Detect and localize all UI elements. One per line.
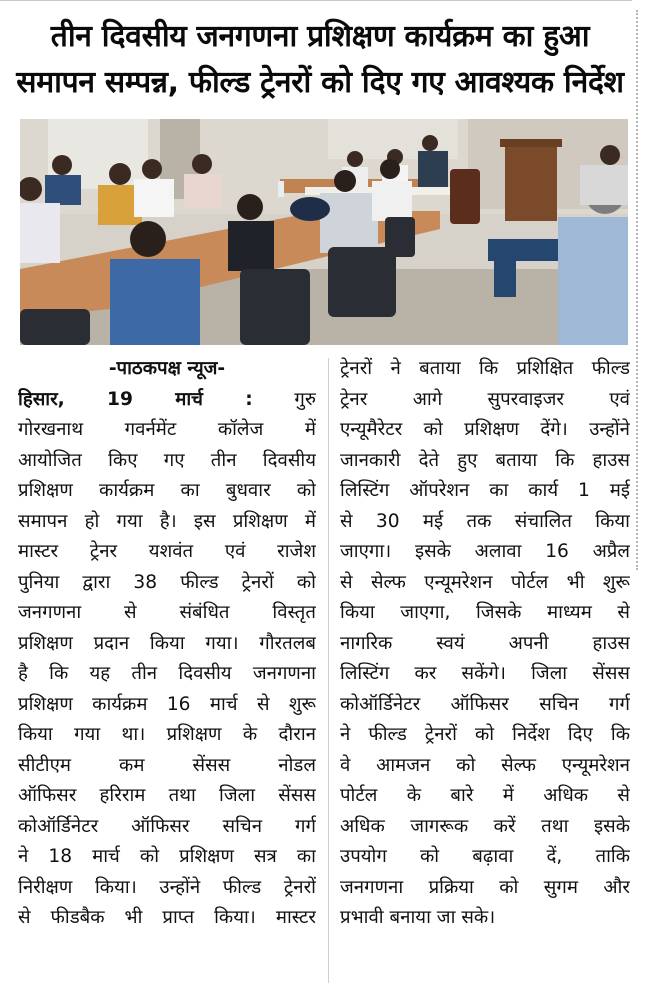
- body-line: प्रशिक्षण कार्यक्रम 16 मार्च से शुरू: [18, 693, 316, 715]
- body-line: अधिक जागरूक करें तथा इसके: [340, 815, 630, 837]
- body-line: समापन हो गया है। इस प्रशिक्षण में: [18, 510, 316, 532]
- body-line: ट्रेनरों ने बताया कि प्रशिक्षित फील्ड: [340, 358, 630, 379]
- left-column: [18, 354, 316, 934]
- body-line: जनगणना प्रक्रिया को सुगम और: [340, 876, 630, 898]
- body-line: किया जाएगा, जिसके माध्यम से: [340, 602, 630, 623]
- article-photo: [20, 119, 628, 345]
- body-line: उपयोग को बढ़ावा दें, ताकि: [340, 846, 630, 867]
- body-line: लिस्टिंग ऑपरेशन का कार्य 1 मई: [340, 480, 630, 501]
- top-rule: [0, 0, 632, 7]
- body-line: प्रशिक्षण कार्यक्रम का बुधवार को: [18, 480, 316, 501]
- training-session-photo: [20, 119, 628, 345]
- body-line: जानकारी देते हुए बताया कि हाउस: [340, 449, 630, 471]
- body-line: है कि यह तीन दिवसीय जनगणना: [18, 663, 316, 684]
- body-line: नागरिक स्वयं अपनी हाउस: [340, 632, 630, 654]
- body-text: गुरु: [294, 388, 316, 410]
- body-line: पोर्टल के बारे में अधिक से: [340, 785, 630, 806]
- body-line: कोऑर्डिनेटर ऑफिसर सचिन गर्ग: [18, 815, 316, 837]
- body-line: से 30 मई तक संचालित किया: [340, 510, 630, 532]
- body-line: निरीक्षण किया। उन्होंने फील्ड ट्रेनरों: [18, 876, 316, 898]
- body-line: पुनिया द्वारा 38 फील्ड ट्रेनरों को: [18, 571, 316, 593]
- body-line: ने 18 मार्च को प्रशिक्षण सत्र का: [18, 846, 316, 867]
- dateline: हिसार, 19 मार्च :: [18, 388, 253, 410]
- body-line: से फीडबैक भी प्राप्त किया। मास्टर: [18, 907, 316, 928]
- headline-line-2: समापन सम्पन्न, फील्ड ट्रेनरों को दिए गए आवश्यक निर्देश: [16, 65, 624, 100]
- page-edge-dots: [636, 10, 638, 570]
- body-line: ट्रेनर आगे सुपरवाइजर एवं: [340, 388, 630, 410]
- body-line: सीटीएम कम सेंसस नोडल: [18, 754, 316, 776]
- body-line: कोऑर्डिनेटर ऑफिसर सचिन गर्ग: [340, 693, 630, 715]
- body-line: ऑफिसर हरिराम तथा जिला सेंसस: [18, 785, 316, 806]
- headline-line-1: तीन दिवसीय जनगणना प्रशिक्षण कार्यक्रम का हुआ: [50, 19, 590, 54]
- byline: -पाठकपक्ष न्यूज-: [108, 358, 226, 379]
- headline: [14, 14, 626, 106]
- body-line: से सेल्फ एन्यूमरेशन पोर्टल भी शुरू: [340, 571, 630, 593]
- body-line: आयोजित किए गए तीन दिवसीय: [18, 449, 316, 471]
- body-line: एन्यूमैरेटर को प्रशिक्षण देंगे। उन्होंने: [340, 419, 630, 440]
- right-column: [340, 354, 630, 934]
- body-line: मास्टर ट्रेनर यशवंत एवं राजेश: [18, 541, 316, 562]
- column-divider: [328, 358, 329, 983]
- body-line: प्रशिक्षण प्रदान किया गया। गौरतलब: [18, 632, 316, 654]
- body-line: जनगणना से संबंधित विस्तृत: [18, 602, 316, 623]
- dateline-line: [18, 385, 316, 416]
- body-line: प्रभावी बनाया जा सके।: [340, 907, 496, 928]
- body-line: लिस्टिंग कर सकेंगे। जिला सेंसस: [340, 663, 630, 684]
- body-line: किया गया था। प्रशिक्षण के दौरान: [18, 724, 316, 745]
- body-line: ने फील्ड ट्रेनरों को निर्देश दिए कि: [340, 724, 630, 745]
- body-line: वे आमजन को सेल्फ एन्यूमरेशन: [340, 754, 630, 776]
- body-line: जाएगा। इसके अलावा 16 अप्रैल: [340, 541, 630, 562]
- body-line: गोरखनाथ गवर्नमेंट कॉलेज में: [18, 419, 316, 440]
